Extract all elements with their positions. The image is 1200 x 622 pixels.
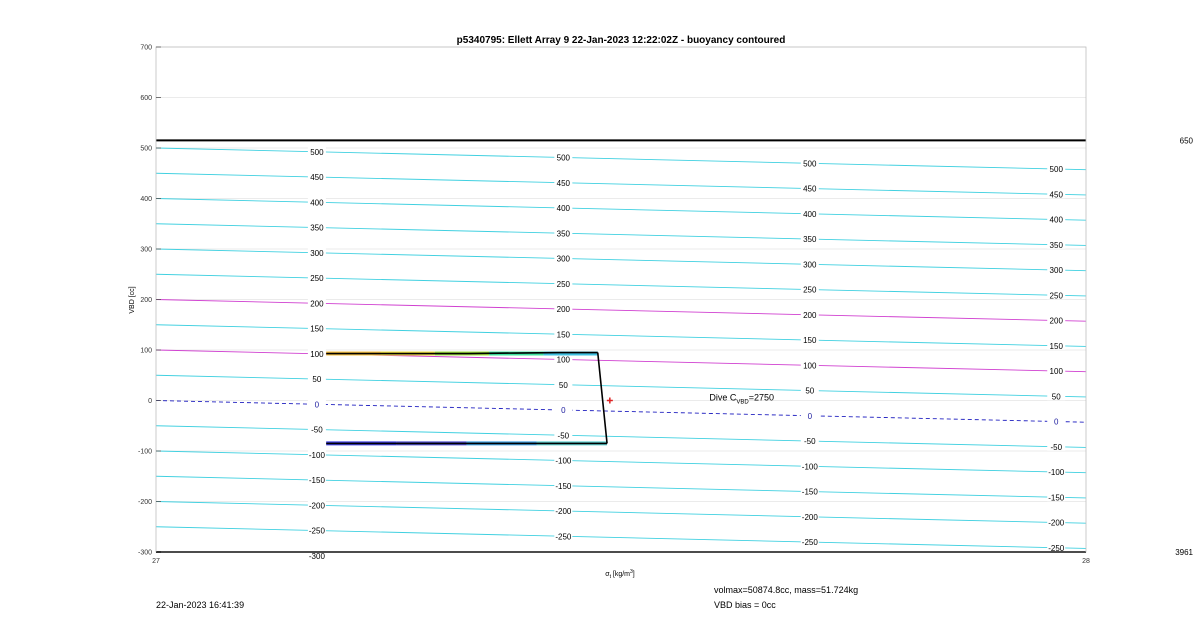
y-tick-label: 100 bbox=[140, 347, 152, 355]
x-tick-label: 27 bbox=[152, 558, 160, 565]
contour-label: -50 bbox=[1050, 442, 1063, 452]
contour-label: 350 bbox=[803, 235, 817, 245]
contour-label: 300 bbox=[556, 254, 571, 264]
contour-label: -300 bbox=[308, 551, 325, 561]
chart-title: p5340795: Ellett Array 9 22-Jan-2023 12:22:02Z - buoyancy contoured bbox=[456, 35, 786, 46]
contour-label: 150 bbox=[1049, 341, 1063, 351]
footer-timestamp: 22-Jan-2023 16:41:39 bbox=[156, 600, 245, 610]
contour-label: 0 bbox=[561, 406, 566, 416]
contour-label: -150 bbox=[1048, 493, 1065, 503]
contour-label: 250 bbox=[1049, 291, 1063, 301]
contour-label: 350 bbox=[556, 229, 571, 239]
contour-label: -100 bbox=[1048, 468, 1065, 478]
contour-label: 500 bbox=[1049, 165, 1063, 175]
contour-label: 500 bbox=[556, 153, 571, 163]
contour-label: 450 bbox=[556, 178, 571, 188]
contour-label: 100 bbox=[803, 361, 817, 371]
contour-label: 200 bbox=[1049, 316, 1063, 326]
y-tick-label: 400 bbox=[140, 196, 152, 203]
contour-label: 400 bbox=[556, 204, 571, 214]
contour-label: 50 bbox=[805, 386, 815, 396]
contour-label: 500 bbox=[310, 147, 324, 157]
y-tick-label: 0 bbox=[148, 398, 152, 405]
x-tick-label: 28 bbox=[1082, 558, 1090, 565]
contour-label: -50 bbox=[557, 431, 570, 441]
y-tick-label: 200 bbox=[140, 297, 152, 304]
y-tick-label: 500 bbox=[140, 145, 152, 153]
contour-label: 250 bbox=[556, 279, 571, 289]
contour-label: 400 bbox=[310, 198, 324, 208]
contour-label: 500 bbox=[803, 159, 817, 169]
contour-label: 300 bbox=[310, 248, 324, 258]
contour-label: -200 bbox=[801, 512, 818, 522]
right-limit-label: 650 bbox=[1179, 136, 1193, 146]
contour-label: -150 bbox=[308, 476, 325, 486]
contour-label: 50 bbox=[312, 375, 322, 385]
contour-label: -250 bbox=[555, 532, 572, 542]
x-axis-label-sup: 3 bbox=[630, 569, 633, 575]
contour-label: 0 bbox=[1054, 417, 1059, 427]
y-tick-label: 300 bbox=[140, 246, 152, 254]
contour-label: -250 bbox=[308, 526, 325, 536]
contour-label: 250 bbox=[803, 285, 817, 295]
annotation-main: Dive C bbox=[709, 392, 737, 403]
contour-label: 100 bbox=[556, 355, 571, 365]
contour-label: 300 bbox=[1049, 266, 1063, 276]
contour-label: -150 bbox=[801, 487, 818, 497]
contour-label: 200 bbox=[803, 310, 817, 320]
contour-label: 200 bbox=[556, 305, 571, 315]
contour-label: 50 bbox=[1051, 392, 1061, 402]
contour-label: 100 bbox=[310, 349, 324, 359]
contour-label: 0 bbox=[314, 400, 320, 410]
contour-label: 100 bbox=[1049, 367, 1063, 377]
annotation-sub: VBD bbox=[736, 399, 749, 406]
annotation-suffix: =2750 bbox=[748, 392, 774, 403]
y-axis-label: VBD [cc] bbox=[129, 286, 136, 314]
contour-label: 450 bbox=[803, 184, 817, 194]
contour-label: -100 bbox=[801, 462, 818, 472]
right-limit-label: 3961 bbox=[1175, 548, 1193, 557]
y-tick-label: 600 bbox=[140, 95, 152, 102]
contour-label: -50 bbox=[804, 437, 816, 447]
contour-label: 150 bbox=[803, 336, 817, 346]
footer-volmax: volmax=50874.8cc, mass=51.724kg bbox=[714, 585, 859, 595]
contour-label: 400 bbox=[1049, 215, 1063, 225]
x-axis-label-sub: t bbox=[609, 574, 611, 580]
contour-label: -100 bbox=[555, 456, 572, 466]
y-tick-label: -200 bbox=[137, 499, 152, 506]
contour-label: -250 bbox=[801, 538, 818, 548]
contour-label: 400 bbox=[803, 209, 817, 219]
footer-vbd-bias: VBD bias = 0cc bbox=[714, 600, 776, 610]
contour-label: -50 bbox=[311, 425, 323, 435]
contour-label: -200 bbox=[1048, 518, 1065, 528]
contour-label: 150 bbox=[556, 330, 571, 340]
y-tick-label: 700 bbox=[140, 44, 152, 52]
contour-label: 0 bbox=[807, 411, 813, 421]
contour-label: -150 bbox=[555, 481, 572, 491]
contour-label: 450 bbox=[1049, 190, 1063, 200]
x-axis-label-unit: [kg/m bbox=[610, 571, 631, 578]
contour-label: -200 bbox=[308, 501, 325, 511]
contour-label: 150 bbox=[310, 324, 324, 334]
y-tick-label: -300 bbox=[137, 549, 152, 557]
y-tick-label: -100 bbox=[137, 448, 152, 456]
contour-label: 450 bbox=[310, 173, 324, 183]
x-axis-label-close: ] bbox=[632, 571, 635, 578]
contour-label: 200 bbox=[310, 299, 324, 309]
contour-label: 50 bbox=[558, 380, 568, 390]
contour-label: 300 bbox=[803, 260, 817, 270]
contour-label: -100 bbox=[308, 450, 325, 460]
contour-label: 250 bbox=[310, 274, 324, 284]
contour-label: 350 bbox=[1049, 240, 1063, 250]
contour-label: -250 bbox=[1048, 543, 1065, 553]
contour-label: -200 bbox=[555, 507, 572, 517]
x-axis-label-main: σ bbox=[605, 571, 610, 578]
contour-label: 350 bbox=[310, 223, 324, 233]
